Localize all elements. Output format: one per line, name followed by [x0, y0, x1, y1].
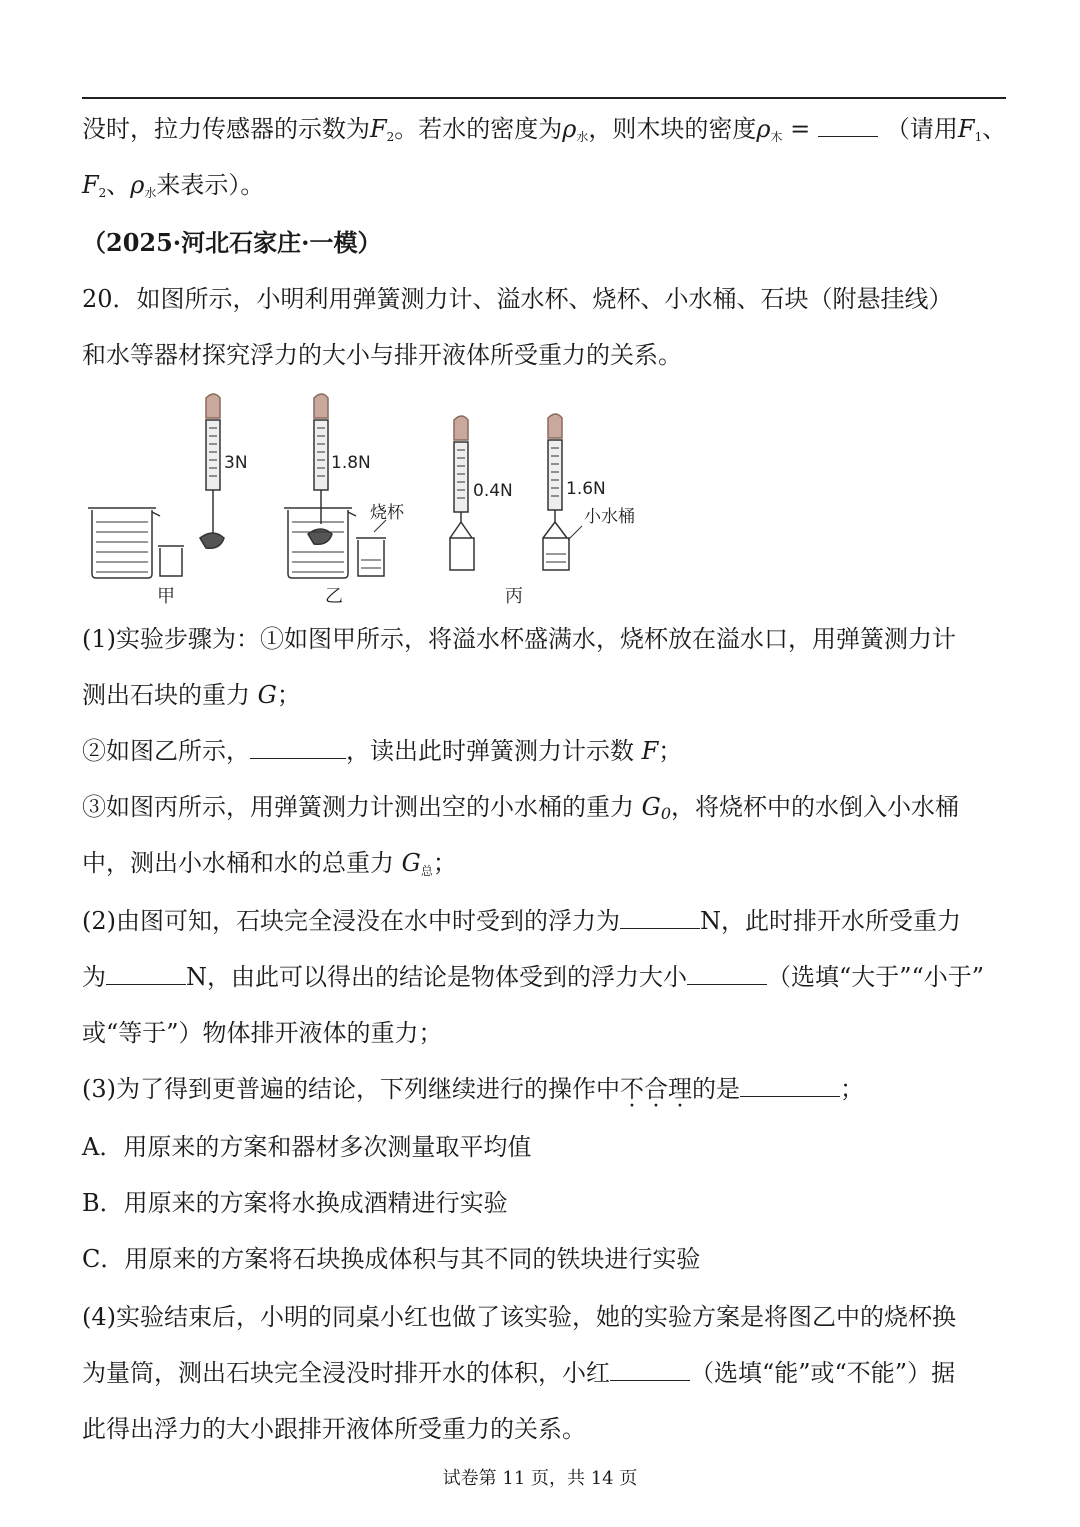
beaker-yi: [356, 520, 386, 576]
part2-line-1: (2)由图可知，石块完全浸没在水中时受到的浮力为 N，此时排开水所受重力: [82, 907, 961, 935]
option-a: A．用原来的方案和器材多次测量取平均值: [82, 1133, 532, 1161]
answer-blank[interactable]: [106, 962, 186, 985]
reading-bing-2: 1.6N: [566, 479, 606, 499]
part1-line-1: (1)实验步骤为：①如图甲所示，将溢水杯盛满水，烧杯放在溢水口，用弹簧测力计: [82, 625, 956, 653]
hand-icon: [548, 414, 562, 438]
spring-scale-bing-empty: [450, 442, 474, 570]
reading-jia: 3N: [224, 453, 248, 473]
answer-blank[interactable]: [818, 114, 878, 137]
part4-line-2: 为量筒，测出石块完全浸没时排开水的体积，小红 （选填“能”或“不能”）据: [82, 1359, 956, 1387]
part4-line-3: 此得出浮力的大小跟排开液体所受重力的关系。: [82, 1415, 586, 1443]
prev-question-line-2: $F_2$、$\rho_水$来表示）。: [82, 171, 265, 200]
answer-blank[interactable]: [687, 962, 767, 985]
option-c: C．用原来的方案将石块换成体积与其不同的铁块进行实验: [82, 1245, 701, 1273]
question-stem-2: 和水等器材探究浮力的大小与排开液体所受重力的关系。: [82, 341, 682, 369]
overflow-cup-jia: [88, 508, 160, 578]
reading-bing-1: 0.4N: [473, 481, 513, 501]
hand-icon: [454, 416, 468, 440]
caption-jia: 甲: [157, 586, 175, 607]
option-b: B．用原来的方案将水换成酒精进行实验: [82, 1189, 508, 1217]
label-beaker: 烧杯: [370, 503, 404, 523]
experiment-figure: [82, 388, 682, 610]
part1-line-4: ③如图丙所示，用弹簧测力计测出空的小水桶的重力 $G_0$，将烧杯中的水倒入小水桶: [82, 793, 959, 823]
spring-scale-jia: [200, 420, 224, 548]
header-rule: [82, 97, 1006, 99]
part2-line-2: 为 N，由此可以得出的结论是物体受到的浮力大小 （选填“大于”“小于”: [82, 963, 985, 991]
source-tag: （2025·河北石家庄·一模）: [82, 228, 382, 257]
part2-line-3: 或“等于”）物体排开液体的重力；: [82, 1019, 443, 1047]
question-stem-1: 20．如图所示，小明利用弹簧测力计、溢水杯、烧杯、小水桶、石块（附悬挂线）: [82, 285, 953, 313]
part4-line-1: (4)实验结束后，小明的同桌小红也做了该实验，她的实验方案是将图乙中的烧杯换: [82, 1303, 956, 1331]
spring-scale-yi: [308, 420, 332, 544]
hand-icon: [314, 394, 328, 418]
answer-blank[interactable]: [740, 1074, 840, 1097]
hand-icon: [206, 394, 220, 418]
part1-line-3: ②如图乙所示， ，读出此时弹簧测力计示数 F；: [82, 737, 683, 765]
page-footer: 试卷第 11 页，共 14 页: [442, 1468, 638, 1489]
answer-blank[interactable]: [250, 736, 346, 759]
answer-blank[interactable]: [620, 906, 700, 929]
caption-yi: 乙: [325, 586, 343, 607]
prev-question-line-1: 没时，拉力传感器的示数为$F_2$。若水的密度为$\rho_水$，则木块的密度$\rho_木$ = （请用$F_1$、: [82, 115, 1007, 144]
answer-blank[interactable]: [610, 1358, 690, 1381]
part1-line-5: 中，测出小水桶和水的总重力 $G_总$；: [82, 849, 457, 878]
label-bucket: 小水桶: [584, 507, 635, 527]
beaker-jia: [158, 546, 184, 576]
caption-bing: 丙: [505, 586, 523, 607]
part1-line-2: 测出石块的重力 G；: [82, 681, 301, 709]
spring-scale-bing-full: [543, 440, 582, 570]
reading-yi: 1.8N: [331, 453, 371, 473]
part3-line-1: (3)为了得到更普遍的结论，下列继续进行的操作中不合理的是 ；: [82, 1075, 864, 1103]
